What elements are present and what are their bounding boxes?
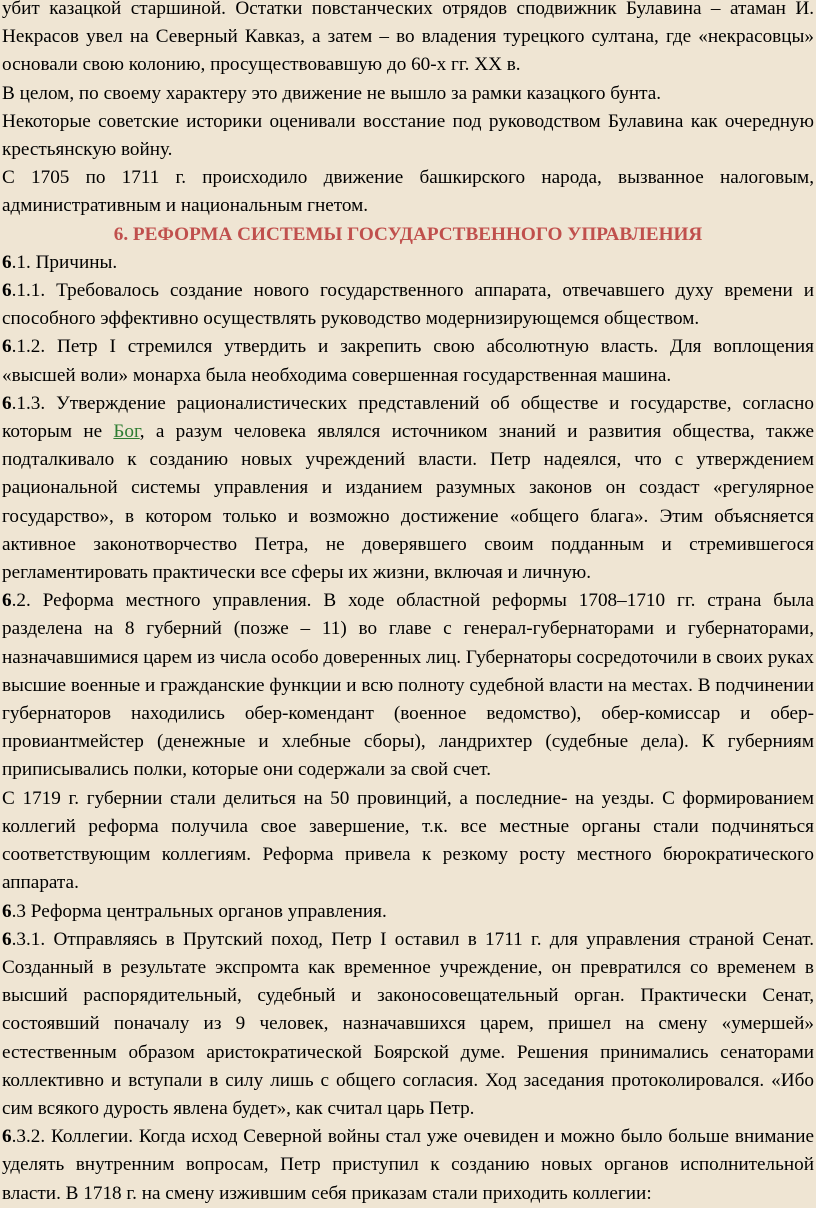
paragraph-3: Некоторые советские историки оценивали восстание под руководством Булавина как очередную крестьянскую войну. [2,110,814,161]
item-6-3-1 [2,926,814,1123]
item-6-2 [2,587,814,784]
paragraph-2: В целом, по своему характеру это движение не вышло за рамки казацкого бунта. [2,82,662,104]
item-text: , а разум человека являлся источником знаний и развития общества, также подталкивало к созданию новых учреждений власти. Петр надеялся, что с утверждением рациональной системы управления и изданием разумных законов он создаст «регулярное государство», в котором только и возможно достижение «общего блага». Этим объясняется активное законотворчество Петра, не доверявшего своим подданным и стремившегося регламентировать практически все сферы их жизни, включая и личную. [2,421,814,584]
item-number: 6 [2,590,12,612]
paragraph-4: С 1705 по 1711 г. происходило движение башкирского народа, вызванное налоговым, административным и национальным гнетом. [2,167,814,217]
item-text: С 1719 г. губернии стали делиться на 50 провинций, а последние- на уезды. С формированием коллегий реформа получила свое завершение, т.к. все местные органы стали подчиняться соответствующим коллегиям. Реформа привела к резкому росту местного бюрократического аппарата. [2,787,814,894]
item-number: 6 [2,251,12,273]
section-heading: 6. РЕФОРМА СИСТЕМЫ ГОСУДАРСТВЕННОГО УПРАВЛЕНИЯ [113,223,703,245]
item-6-3 [2,898,814,926]
item-number: 6 [2,392,12,414]
item-6-3-2 [2,1123,814,1208]
item-6-1-2 [2,333,814,389]
item-6-1 [2,249,814,277]
item-text: .1.3. Утверждение рационалистических представлений об обществе и государстве, согласно которым не [2,392,814,443]
item-text: .3.2. Коллегии. Когда исход Северной войны стал уже очевиден и можно было больше внимание уделять внутренним вопросам, Петр приступил к созданию новых органов исполнительной власти. В 1718 г. на смену изжившим себя приказам стали приходить коллегии: [2,1126,814,1204]
item-6-1-1 [2,277,814,333]
item-text: .2. Реформа местного управления. В ходе областной реформы 1708–1710 гг. страна была разделена на 8 губерний (позже – 11) во главе с генерал-губернаторами и губернаторами, назначавшимися царем из числа особо доверенных лиц. Губернаторы сосредоточили в своих руках высшие военные и гражданские функции и всю полноту судебной власти на местах. В подчинении губернаторов находились обер-комендант (военное ведомство), обер-комиссар и обер-провиантмейстер (денежные и хлебные сборы), ландрихтер (судебные дела). К губерниям приписывались полки, которые они содержали за свой счет. [2,590,814,781]
item-text: .1.1. Требовалось создание нового государственного аппарата, отвечавшего духу времени и способного эффективно осуществлять руководство модернизирующемся обществом. [2,280,814,330]
item-text: .3.1. Отправляясь в Прутский поход, Петр I оставил в 1711 г. для управления страной Сенат. Созданный в результате экспромта как временное учреждение, он превратился со временем в высший распорядительный, судебный и законосовещательный орган. Практически Сенат, состоявший поначалу из 9 человек, назначавшихся царем, пришел на смену «умершей» естественным образом аристократической Боярской думе. Решения принимались сенаторами коллективно и вступали в силу лишь с общего согласия. Ход заседания протоколировался. «Ибо сим всякого дурость явлена будет», как считал царь Петр. [2,928,814,1119]
item-text: .1.2. Петр I стремился утвердить и закрепить свою абсолютную власть. Для воплощения «высшей воли» монарха была необходима совершенная государственная машина. [2,336,814,386]
item-number: 6 [2,336,12,358]
item-text: .1. Причины. [11,251,118,273]
item-number: 6 [2,900,12,922]
item-number: 6 [2,1126,12,1148]
item-6-1-3 [2,390,814,587]
god-link[interactable]: Бог [113,421,140,443]
item-number: 6 [2,928,12,950]
paragraph-1: убит казацкой старшиной. Остатки повстанческих отрядов сподвижник Булавина – атаман И. Некрасов увел на Северный Кавказ, а затем – во владения турецкого султана, где «некрасовцы» основали свою колонию, просуществовавшую до 60-х гг. XX в. [2,0,814,76]
item-number: 6 [2,280,12,302]
item-text: .3 Реформа центральных органов управления. [11,900,387,922]
item-6-2-cont [2,785,814,898]
